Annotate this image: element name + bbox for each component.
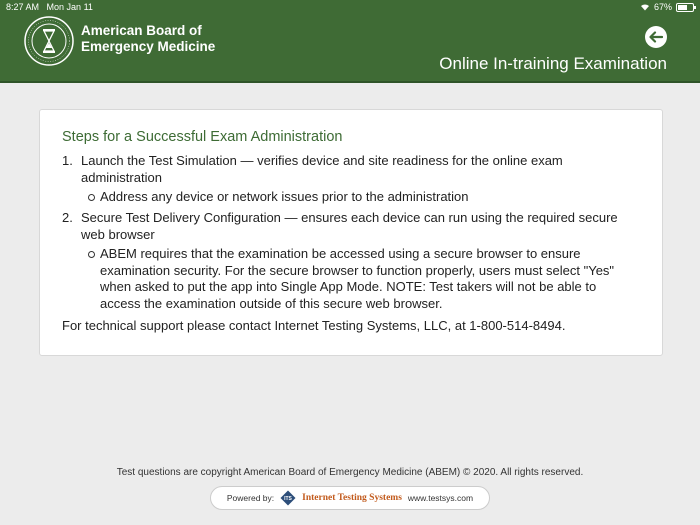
back-button[interactable] <box>645 26 667 48</box>
status-indicators <box>640 0 694 14</box>
powered-by-label: Powered by: <box>226 493 275 503</box>
arrow-left-icon <box>649 31 663 43</box>
org-name-line2: Emergency Medicine <box>81 38 216 54</box>
powered-by-badge[interactable] <box>210 486 490 510</box>
app-header <box>0 0 700 83</box>
support-contact: For technical support please contact Internet Testing Systems, LLC, at 1-800-514-8494. <box>62 318 566 333</box>
its-logo-icon <box>280 490 296 506</box>
org-name-line1: American Board of <box>81 23 202 38</box>
wifi-icon <box>640 3 650 11</box>
subitem-text: ABEM requires that the examination be accessed using a secure browser to ensure examination security. For the secure browser to function properly, users must select "Yes" when asked to put the app into Single App Mode. NOTE: Test takers will not be able to access the examination outside of this secure web browser. <box>100 246 615 311</box>
step-text: Launch the Test Simulation — verifies device and site readiness for the online exam administration <box>81 153 563 185</box>
subitem-text: Address any device or network issues prior to the administration <box>100 189 469 204</box>
status-date: Mon Jan 11 <box>46 2 93 12</box>
status-time: 8:27 AM <box>6 2 40 12</box>
copyright-text: Test questions are copyright American Board of Emergency Medicine (ABEM) © 2020. All rights reserved. <box>116 467 584 478</box>
step-number: 1. <box>62 153 73 168</box>
bullet-circle-icon <box>88 194 95 201</box>
its-url[interactable]: www.testsys.com <box>407 493 474 503</box>
its-logo-abbr: ITS <box>284 496 293 502</box>
card-title: Steps for a Successful Exam Administration <box>62 129 343 145</box>
its-company-name: Internet Testing Systems <box>302 493 402 503</box>
instructions-card <box>39 109 663 356</box>
abem-seal-logo <box>24 16 74 66</box>
exam-title: Online In-training Examination <box>439 54 667 73</box>
bullet-circle-icon <box>88 251 95 258</box>
org-name <box>81 23 215 54</box>
step-number: 2. <box>62 210 73 225</box>
status-time-date <box>6 0 93 14</box>
battery-icon <box>676 3 694 12</box>
battery-percent: 67% <box>653 2 672 12</box>
step-text: Secure Test Delivery Configuration — ensures each device can run using the required secure web browser <box>81 210 618 242</box>
status-bar <box>0 0 700 14</box>
